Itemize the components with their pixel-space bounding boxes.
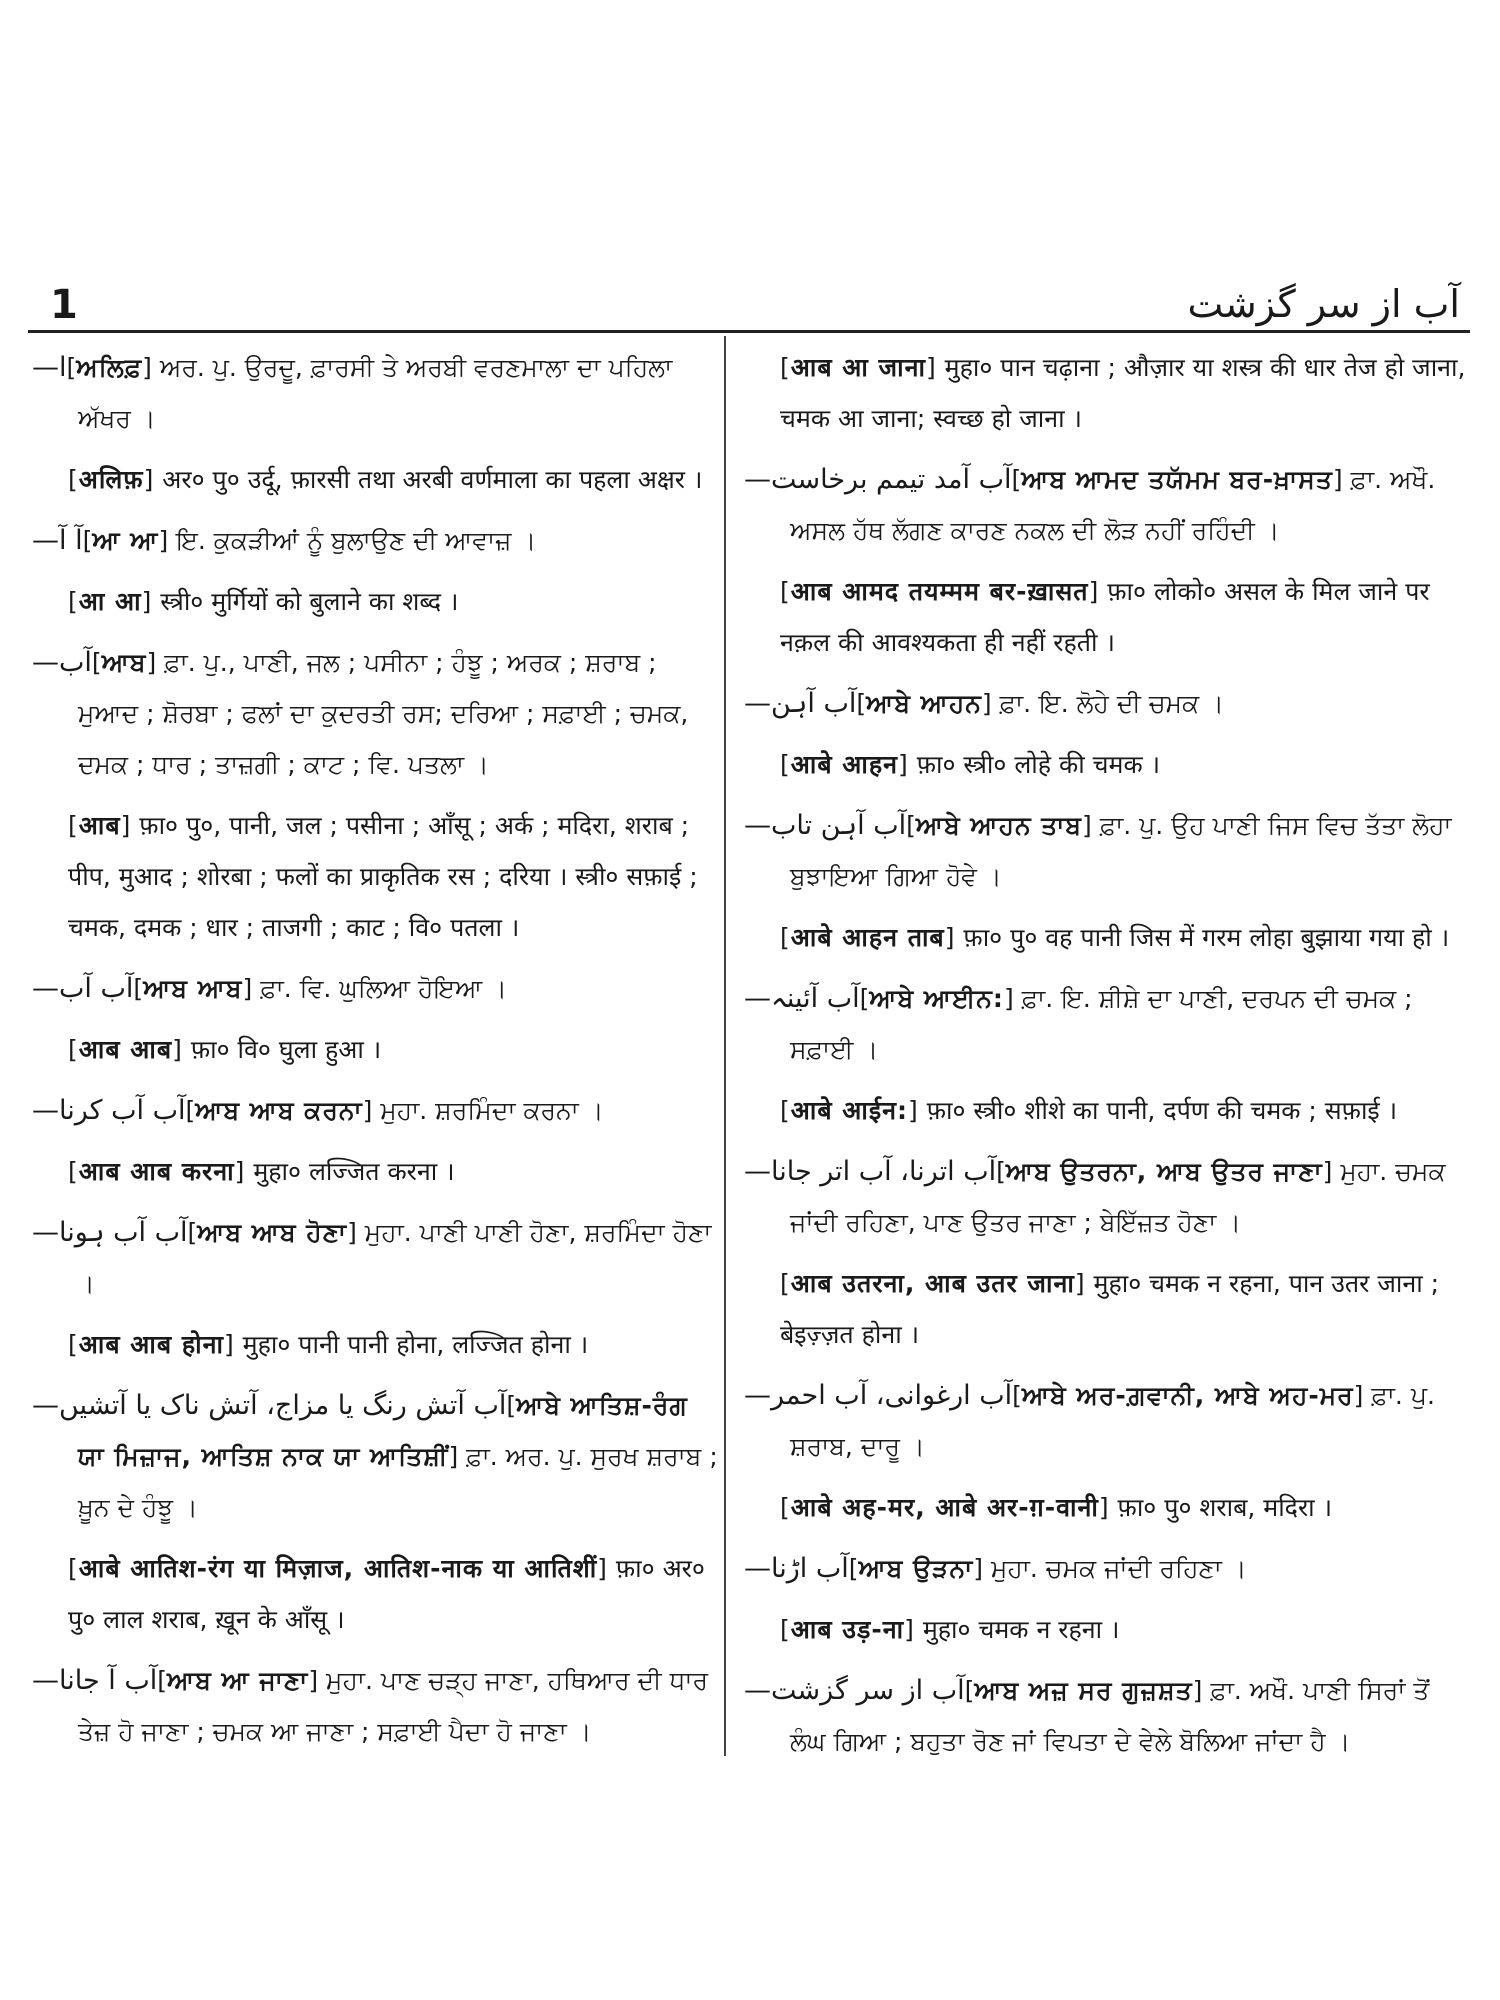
headword-text: ਆਬ	[101, 648, 147, 677]
headword-text: आब आब करना	[78, 1157, 235, 1186]
bracket-open: [	[856, 689, 867, 718]
entry-punjabi	[28, 1380, 718, 1533]
entry-hindi	[740, 1482, 1470, 1533]
entry-urdu: آب آمد تیمم برخاست—	[744, 464, 1012, 495]
entry-hindi	[28, 1319, 718, 1370]
entry-hindi	[28, 1543, 718, 1645]
entry-headword	[68, 465, 154, 494]
entry-headword	[68, 587, 152, 616]
headword-text: आब आ जाना	[790, 353, 926, 382]
headword-text: आबे आईन:	[790, 1096, 908, 1125]
entry-punjabi	[740, 973, 1470, 1075]
bracket-open: [	[780, 353, 791, 382]
entry-definition: स्त्री० मुर्गियों को बुलाने का शब्द ।	[152, 587, 459, 616]
bracket-open: [	[780, 1269, 791, 1298]
entry-headword	[780, 353, 937, 382]
entry-definition: मुहा० पान चढ़ाना ; औज़ार या शस्त्र की धार तेज हो जाना, चमक आ जाना; स्वच्छ हो जाना ।	[780, 353, 1466, 433]
bracket-close: ]	[1192, 1676, 1203, 1705]
entry-definition: फ़ा० वि० घुला हुआ ।	[182, 1035, 382, 1064]
entry-definition: ਅਰ. ਪੁ. ਉਰਦੂ, ਫ਼ਾਰਸੀ ਤੇ ਅਰਬੀ ਵਰਣਮਾਲਾ ਦਾ ਪਹਿਲਾ ਅੱਖਰ ।	[78, 353, 673, 433]
entry-punjabi	[28, 963, 718, 1014]
bracket-open: [	[859, 984, 870, 1013]
left-column	[28, 342, 718, 1767]
bracket-close: ]	[1082, 811, 1092, 840]
entry-hindi	[740, 912, 1470, 963]
bracket-open: [	[848, 1554, 859, 1583]
bracket-open: [	[780, 577, 791, 606]
entry-hindi	[28, 1146, 718, 1197]
entry-hindi	[740, 566, 1470, 668]
bracket-open: [	[68, 1554, 79, 1583]
entry-headword	[860, 984, 1014, 1013]
entry-headword	[1012, 465, 1343, 494]
entry-punjabi	[740, 678, 1470, 729]
bracket-open: [	[66, 353, 77, 382]
bracket-open: [	[187, 1218, 198, 1247]
entry-definition: ਫ਼ਾ. ਇ. ਲੋਹੇ ਦੀ ਚਮਕ ।	[991, 689, 1224, 718]
bracket-open: [	[780, 750, 791, 779]
entry-definition: फ़ा० लोको० असल के मिल जाने पर नक़ल की आवश्यकता ही नहीं रहती ।	[780, 577, 1430, 657]
headword-text: ਆਬ ਉਤਰਨਾ, ਆਬ ਉਤਰ ਜਾਣਾ	[1005, 1157, 1323, 1186]
entry-urdu: آب اترنا، آب اتر جانا—	[744, 1156, 997, 1187]
bracket-open: [	[82, 526, 93, 555]
entry-definition: मुहा० चमक न रहना ।	[914, 1615, 1120, 1644]
bracket-close: ]	[347, 1218, 357, 1247]
bracket-open: [	[68, 465, 79, 494]
bracket-open: [	[780, 923, 791, 952]
entry-urdu: آب آب ہونا—	[32, 1217, 188, 1248]
bracket-open: [	[1011, 465, 1022, 494]
bracket-open: [	[780, 1096, 791, 1125]
bracket-close: ]	[1353, 1381, 1364, 1410]
bracket-open: [	[185, 1096, 196, 1125]
entry-punjabi	[740, 800, 1470, 902]
bracket-close: ]	[973, 1554, 984, 1583]
entry-headword	[186, 1096, 373, 1125]
bracket-close: ]	[223, 1330, 235, 1359]
bracket-open: [	[996, 1157, 1006, 1186]
headword-text: ਆਬ ਉੜਨਾ	[858, 1554, 974, 1583]
headword-text: ਅਲਿਫ਼	[76, 353, 143, 382]
entry-punjabi	[740, 454, 1470, 556]
headword-text: आब	[78, 811, 121, 840]
entry-hindi	[740, 1604, 1470, 1655]
entry-urdu: آب—	[32, 647, 92, 678]
headword-text: ਆ ਆ	[92, 526, 159, 555]
bracket-close: ]	[944, 923, 956, 952]
entry-punjabi	[740, 1370, 1470, 1472]
entry-punjabi	[740, 1665, 1470, 1767]
headword-text: आबे अह-मर, आबे अर-ग़-वानी	[790, 1493, 1099, 1522]
entry-definition: ਮੁਹਾ. ਚਮਕ ਜਾਂਦੀ ਰਹਿਣਾ ।	[983, 1554, 1247, 1583]
bracket-close: ]	[904, 1615, 915, 1644]
entry-definition: फ़ा० स्त्री० लोहे की चमक ।	[908, 750, 1161, 779]
entry-headword	[856, 689, 991, 718]
entry-headword	[780, 1615, 915, 1644]
headword-text: ਆਬੇ ਅਰ-ਗ਼ਵਾਨੀ, ਆਬੇ ਅਹ-ਮਰ	[1021, 1381, 1354, 1410]
bracket-open: [	[91, 648, 102, 677]
bracket-open: [	[506, 1391, 517, 1420]
bracket-close: ]	[234, 1157, 246, 1186]
bracket-open: [	[68, 1035, 79, 1064]
headword-text: आबे आहन ताब	[790, 923, 945, 952]
entry-hindi	[740, 739, 1470, 790]
entry-definition: ਮੁਹਾ. ਪਾਣੀ ਪਾਣੀ ਹੋਣਾ, ਸ਼ਰਮਿੰਦਾ ਹੋਣਾ ।	[78, 1218, 712, 1298]
bracket-close: ]	[1322, 1157, 1333, 1186]
bracket-close: ]	[141, 587, 153, 616]
headword-text: आबे आतिश-रंग या मिज़ाज, आतिश-नाक या आतिशीं	[78, 1554, 598, 1583]
entry-urdu: آب آب—	[32, 973, 134, 1004]
entry-punjabi	[740, 1543, 1470, 1594]
entry-punjabi	[28, 342, 718, 444]
entry-punjabi	[28, 515, 718, 566]
bracket-close: ]	[158, 526, 169, 555]
entry-punjabi	[28, 1207, 718, 1309]
bracket-open: [	[1012, 1381, 1022, 1410]
header-rule	[28, 330, 1470, 333]
entry-definition: ਫ਼ਾ. ਵਿ. ਘੁਲਿਆ ਹੋਇਆ ।	[252, 974, 508, 1003]
headword-text: आबे आहन	[790, 750, 898, 779]
entry-headword	[68, 1157, 245, 1186]
bracket-close: ]	[1088, 577, 1100, 606]
bracket-close: ]	[908, 1096, 919, 1125]
entry-urdu: آب از سر گزشت—	[744, 1675, 965, 1706]
bracket-open: [	[68, 811, 79, 840]
entry-hindi	[740, 342, 1470, 444]
entry-definition: ਫ਼ਾ. ਪੁ. ਸ਼ਰਾਬ, ਦਾਰੂ ।	[790, 1381, 1435, 1461]
headword-text: आब उड़-ना	[790, 1615, 905, 1644]
entry-urdu: آب آہن تاب—	[744, 810, 907, 841]
entry-headword	[68, 1554, 608, 1583]
bracket-close: ]	[362, 1096, 373, 1125]
bracket-close: ]	[1003, 984, 1014, 1013]
right-column	[740, 342, 1470, 1777]
entry-headword	[780, 1269, 1086, 1298]
bracket-close: ]	[146, 648, 157, 677]
bracket-close: ]	[981, 689, 992, 718]
headword-text: आब आब	[78, 1035, 173, 1064]
headword-text: आब उतरना, आब उतर जाना	[790, 1269, 1075, 1298]
bracket-close: ]	[142, 353, 152, 382]
entry-definition: मुहा० पानी पानी होना, लज्जित होना ।	[234, 1330, 589, 1359]
headword-text: ਆਬੇ ਆਤਿਸ਼-ਰੰਗ ਯਾ ਮਿਜ਼ਾਜ, ਆਤਿਸ਼ ਨਾਕ ਯਾ ਆਤਿਸ਼ੀਂ	[78, 1391, 688, 1471]
entry-urdu: آب آئینہ—	[744, 983, 860, 1014]
entry-definition: मुहा० चमक न रहना, पान उतर जाना ; बेइज़्ज़त होना ।	[780, 1269, 1440, 1349]
entry-definition: मुहा० लज्जित करना ।	[245, 1157, 455, 1186]
entry-punjabi	[28, 1655, 718, 1757]
entry-hindi	[28, 1024, 718, 1075]
entry-urdu: آب آ جانا—	[32, 1665, 158, 1696]
bracket-open: [	[157, 1666, 168, 1695]
entry-headword	[780, 577, 1099, 606]
entry-hindi	[740, 1085, 1470, 1136]
bracket-close: ]	[120, 811, 132, 840]
headword-text: ਆਬੇ ਆਹਨ	[866, 689, 982, 718]
entry-headword	[906, 811, 1092, 840]
entry-definition: ਫ਼ਾ. ਅਖੌ. ਪਾਣੀ ਸਿਰਾਂ ਤੋਂ ਲੰਘ ਗਿਆ ; ਬਹੁਤਾ ਰੋਣ ਜਾਂ ਵਿਪਤਾ ਦੇ ਵੇਲੇ ਬੋਲਿਆ ਜਾਂਦਾ ਹੈ ।	[790, 1676, 1430, 1756]
bracket-close: ]	[308, 1666, 319, 1695]
entry-urdu: آب آہن—	[744, 688, 857, 719]
bracket-close: ]	[1074, 1269, 1086, 1298]
entry-definition: ਫ਼ਾ. ਪੁ., ਪਾਣੀ, ਜਲ ; ਪਸੀਨਾ ; ਹੰਝੂ ; ਅਰਕ ; ਸ਼ਰਾਬ ; ਮੁਆਦ ; ਸ਼ੋਰਬਾ ; ਫਲਾਂ ਦਾ ਕੁਦਰਤੀ ਰਸ; ਦਰਿਆ ; ਸਫ਼ਾਈ ; ਚਮਕ, ਦਮਕ ; ਧਾਰ ; ਤਾਜ਼ਗੀ ; ਕਾਟ ; ਵਿ. ਪਤਲਾ ।	[78, 648, 689, 779]
entry-definition: ਮੁਹਾ. ਚਮਕ ਜਾਂਦੀ ਰਹਿਣਾ, ਪਾਣ ਉਤਰ ਜਾਣਾ ; ਬੇਇੱਜ਼ਤ ਹੋਣਾ ।	[790, 1157, 1446, 1237]
entry-definition: फ़ा० पु०, पानी, जल ; पसीना ; आँसू ; अर्क ; मदिरा, शराब ; पीप, मुआद ; शोरबा ; फलों का प्राकृतिक रस ; दरिया । स्त्री० सफ़ाई ; चमक, दमक ; धार ; ताजगी ; काट ; वि० पतला ।	[68, 811, 698, 942]
entry-hindi	[28, 800, 718, 953]
bracket-close: ]	[597, 1554, 608, 1583]
headword-text: ਆਬ ਅਜ਼ ਸਰ ਗੁਜ਼ਸ਼ਤ	[974, 1676, 1193, 1705]
headword-text: आब आब होना	[78, 1330, 224, 1359]
headword-text: ਆਬ ਆ ਜਾਣਾ	[167, 1666, 309, 1695]
entry-headword	[1012, 1381, 1363, 1410]
entry-headword	[188, 1218, 357, 1247]
headword-text: ਆਬੇ ਆਹਨ ਤਾਬ	[915, 811, 1083, 840]
entry-headword	[68, 811, 131, 840]
headword-text: ਆਬ ਆਬ ਹੋਣਾ	[197, 1218, 348, 1247]
bracket-close: ]	[925, 353, 937, 382]
page-number: 1	[50, 282, 78, 328]
bracket-open: [	[906, 811, 916, 840]
headword-text: ਆਬੇ ਆਈਨ:	[869, 984, 1004, 1013]
entry-definition: फ़ा० अर० पु० लाल शराब, ख़ून के आँसू ।	[68, 1554, 705, 1634]
entry-headword	[68, 1330, 235, 1359]
headword-text: आब आमद तयम्मम बर-ख़ासत	[790, 577, 1089, 606]
entry-definition: ਫ਼ਾ. ਇ. ਸ਼ੀਸ਼ੇ ਦਾ ਪਾਣੀ, ਦਰਪਨ ਦੀ ਚਮਕ ; ਸਫ਼ਾਈ ।	[790, 984, 1413, 1064]
entry-definition: फ़ा० पु० वह पानी जिस में गरम लोहा बुझाया गया हो ।	[955, 923, 1450, 952]
bracket-open: [	[68, 587, 79, 616]
bracket-open: [	[68, 1330, 79, 1359]
headword-text: ਆਬ ਆਮਦ ਤਯੱਮਮ ਬਰ-ਖ਼ਾਸਤ	[1021, 465, 1333, 494]
column-divider	[724, 336, 726, 1756]
entry-definition: अर० पु० उर्दू, फ़ारसी तथा अरबी वर्णमाला का पहला अक्षर ।	[154, 465, 703, 494]
headword-text: आ आ	[78, 587, 142, 616]
entry-headword	[157, 1666, 318, 1695]
entry-punjabi	[28, 1085, 718, 1136]
entry-urdu: آ آ—	[32, 525, 83, 556]
bracket-close: ]	[898, 750, 909, 779]
entry-headword	[67, 353, 152, 382]
entry-punjabi	[28, 637, 718, 790]
entry-definition: ਮੁਹਾ. ਸ਼ਰਮਿੰਦਾ ਕਰਨਾ ।	[372, 1096, 604, 1125]
running-head: آب از سر گزشت	[1187, 282, 1460, 326]
bracket-open: [	[68, 1157, 79, 1186]
entry-definition: ਇ. ਕੁਕੜੀਆਂ ਨੂੰ ਬੁਲਾਉਣ ਦੀ ਆਵਾਜ਼ ।	[168, 526, 537, 555]
entry-urdu: آب آب کرنا—	[32, 1095, 186, 1126]
headword-text: ਆਬ ਆਬ ਕਰਨਾ	[195, 1096, 363, 1125]
entry-definition: ਫ਼ਾ. ਅਖੌ. ਅਸਲ ਹੱਥ ਲੱਗਣ ਕਾਰਣ ਨਕਲ ਦੀ ਲੋੜ ਨਹੀਂ ਰਹਿੰਦੀ ।	[790, 465, 1436, 545]
bracket-close: ]	[172, 1035, 183, 1064]
headword-text: ਆਬ ਆਬ	[143, 974, 243, 1003]
bracket-close: ]	[448, 1442, 459, 1471]
entry-headword	[83, 526, 169, 555]
entry-definition: फ़ा० स्त्री० शीशे का पानी, दर्पण की चमक ; सफ़ाई ।	[918, 1096, 1398, 1125]
entry-definition: फ़ा० पु० शराब, मदिरा ।	[1109, 1493, 1333, 1522]
entry-headword	[780, 1096, 919, 1125]
entry-punjabi	[740, 1146, 1470, 1248]
bracket-close: ]	[242, 974, 253, 1003]
bracket-open: [	[133, 974, 144, 1003]
entry-definition: ਫ਼ਾ. ਪੁ. ਉਹ ਪਾਣੀ ਜਿਸ ਵਿਚ ਤੱਤਾ ਲੋਹਾ ਬੁਝਾਇਆ ਗਿਆ ਹੋਵੇ ।	[790, 811, 1452, 891]
entry-urdu: ا—	[32, 352, 67, 383]
entry-urdu: آب اڑنا—	[744, 1553, 849, 1584]
entry-hindi	[28, 454, 718, 505]
headword-text: अलिफ़	[78, 465, 144, 494]
entry-headword	[780, 750, 909, 779]
bracket-close: ]	[143, 465, 155, 494]
entry-definition: ਫ਼ਾ. ਅਰ. ਪੁ. ਸੁਰਖ ਸ਼ਰਾਬ ; ਖ਼ੂਨ ਦੇ ਹੰਝੂ ।	[78, 1442, 718, 1522]
entry-headword	[780, 923, 955, 952]
entry-headword	[996, 1157, 1332, 1186]
entry-headword	[133, 974, 252, 1003]
bracket-close: ]	[1332, 465, 1343, 494]
entry-hindi	[740, 1258, 1470, 1360]
entry-headword	[92, 648, 156, 677]
entry-headword	[849, 1554, 983, 1583]
bracket-open: [	[964, 1676, 975, 1705]
entry-headword	[68, 1035, 183, 1064]
bracket-close: ]	[1098, 1493, 1110, 1522]
bracket-open: [	[780, 1493, 791, 1522]
entry-hindi	[28, 576, 718, 627]
entry-headword	[780, 1493, 1110, 1522]
entry-definition: ਮੁਹਾ. ਪਾਣ ਚੜ੍ਹ ਜਾਣਾ, ਹਥਿਆਰ ਦੀ ਧਾਰ ਤੇਜ਼ ਹੋ ਜਾਣਾ ; ਚਮਕ ਆ ਜਾਣਾ ; ਸਫ਼ਾਈ ਪੈਦਾ ਹੋ ਜਾਣਾ ।	[78, 1666, 708, 1746]
entry-urdu: آب آتش رنگ یا مزاج، آتش ناک یا آتشیں—	[32, 1390, 507, 1421]
entry-headword	[965, 1676, 1203, 1705]
entry-urdu: آب ارغوانی، آب احمر—	[744, 1380, 1013, 1411]
bracket-open: [	[780, 1615, 791, 1644]
